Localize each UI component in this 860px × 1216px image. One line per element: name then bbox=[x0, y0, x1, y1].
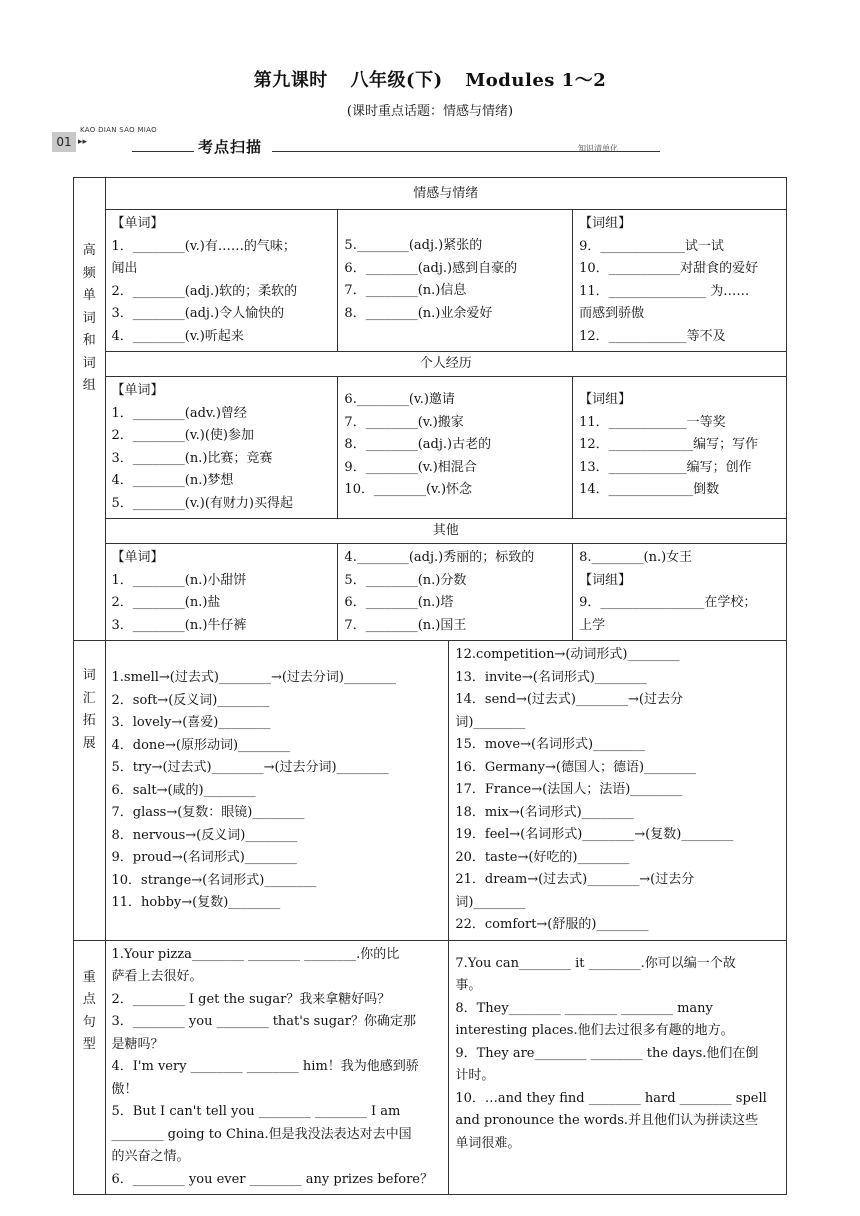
vocab-line: 【词组】 bbox=[579, 216, 632, 231]
expand-line: 6．salt→(咸的)________ bbox=[111, 782, 256, 798]
sentence-line: 1.Your pizza________ ________ ________.你的比 bbox=[111, 946, 400, 962]
vocab-line: 2．________(n.)盐 bbox=[111, 595, 221, 610]
banner-arrow-icon: ▸▸ bbox=[78, 137, 88, 147]
vocab-line: 8．________(adj.)古老的 bbox=[344, 437, 492, 452]
experience-words-col1 bbox=[105, 377, 338, 519]
vocab-line: 1．________(v.)有……的气味； bbox=[111, 238, 296, 254]
sentence-line: 4．I'm very ________ ________ him！我为他感到骄 bbox=[111, 1059, 419, 1074]
title-modules: Modules 1～2 bbox=[465, 70, 607, 91]
expand-line: 13．invite→(名词形式)________ bbox=[455, 669, 647, 685]
group-heading-others: 其他 bbox=[105, 519, 787, 544]
vocab-line: 10．___________对甜食的爱好 bbox=[579, 261, 759, 276]
expand-line: 21．dream→(过去式)________→(过去分 bbox=[455, 872, 695, 887]
expand-line: 17．France→(法国人；法语)________ bbox=[455, 782, 683, 797]
expand-line: 8．nervous→(反义词)________ bbox=[111, 827, 298, 843]
expand-line: 词)________ bbox=[455, 714, 526, 730]
others-words-col1 bbox=[105, 544, 338, 641]
expand-line: 22．comfort→(舒服的)________ bbox=[455, 917, 649, 932]
banner-pinyin: KAO DIAN SAO MIAO bbox=[80, 126, 157, 134]
expand-line: 10．strange→(名词形式)________ bbox=[111, 872, 317, 888]
vocab-line: 14．_____________倒数 bbox=[579, 482, 720, 497]
vocab-line: 11．____________一等奖 bbox=[579, 414, 726, 430]
vocab-line: 8.________(n.)女王 bbox=[579, 550, 693, 565]
emotions-words-col2 bbox=[338, 210, 573, 352]
vocab-line: 11．_______________ 为…… bbox=[579, 283, 750, 299]
vocab-line: 7．________(n.)信息 bbox=[344, 283, 467, 298]
expand-line: 15．move→(名词形式)________ bbox=[455, 737, 646, 752]
group-heading-experience: 个人经历 bbox=[105, 352, 787, 377]
expand-section-label: 词汇拓展 bbox=[74, 641, 106, 941]
sentence-line: 5．But I can't tell you ________ ________ I am bbox=[111, 1104, 401, 1119]
vocab-line: 闻出 bbox=[111, 261, 138, 276]
vocab-line: 3．________(n.)比赛；竞赛 bbox=[111, 450, 273, 466]
sentences-left-col bbox=[105, 940, 449, 1195]
sentences-right-col bbox=[449, 940, 787, 1195]
sentence-line: 3．________ you ________ that's sugar？你确定那 bbox=[111, 1014, 416, 1029]
emotions-phrases-col3 bbox=[573, 210, 787, 352]
sentence-line: interesting places.他们去过很多有趣的地方。 bbox=[455, 1023, 734, 1038]
section-banner bbox=[52, 126, 660, 158]
expand-line: 12.competition→(动词形式)________ bbox=[455, 647, 680, 662]
banner-number: 01 bbox=[52, 132, 76, 152]
knowledge-table bbox=[73, 177, 787, 1195]
expand-line: 20．taste→(好吃的)________ bbox=[455, 849, 630, 865]
vocab-line: 3．________(adj.)令人愉快的 bbox=[111, 306, 285, 321]
vocab-line: 7．________(n.)国王 bbox=[344, 617, 467, 633]
expand-line: 7．glass→(复数：眼镜)________ bbox=[111, 805, 305, 820]
expand-line: 3．lovely→(喜爱)________ bbox=[111, 715, 271, 730]
experience-phrases-col3 bbox=[573, 377, 787, 519]
vocab-line: 而感到骄傲 bbox=[579, 306, 645, 321]
others-words-col2 bbox=[338, 544, 573, 641]
sentence-line: 9．They are________ ________ the days.他们在倒 bbox=[455, 1045, 759, 1061]
vocab-line: 9．________________在学校； bbox=[579, 595, 757, 610]
vocab-line: 5．________(n.)分数 bbox=[344, 572, 467, 588]
group-heading-emotions: 情感与情绪 bbox=[105, 178, 787, 210]
vocab-line: 12．_____________编写；写作 bbox=[579, 437, 759, 452]
vocab-line: 7．________(v.)搬家 bbox=[344, 414, 464, 430]
sentence-line: 计时。 bbox=[455, 1068, 495, 1083]
banner-tagline: 知识清单化 bbox=[578, 144, 618, 153]
sentence-line: 2．________ I get the sugar？我来拿糖好吗？ bbox=[111, 991, 391, 1007]
vocab-line: 13．____________编写；创作 bbox=[579, 459, 752, 475]
vocab-line: 8．________(n.)业余爱好 bbox=[344, 305, 493, 321]
vocab-line: 9．________(v.)相混合 bbox=[344, 459, 477, 475]
vocab-line: 2．________(v.)(使)参加 bbox=[111, 428, 254, 443]
sentence-line: 的兴奋之情。 bbox=[111, 1149, 190, 1164]
sentence-line: ________ going to China.但是我没法表达对去中国 bbox=[111, 1126, 412, 1142]
vocab-line: 4.________(adj.)秀丽的；标致的 bbox=[344, 550, 535, 565]
vocab-line: 4．________(n.)梦想 bbox=[111, 473, 234, 488]
expand-line: 14．send→(过去式)________→(过去分 bbox=[455, 692, 683, 707]
expand-line: 4．done→(原形动词)________ bbox=[111, 737, 291, 753]
banner-divider bbox=[132, 151, 194, 152]
expand-line: 16．Germany→(德国人；德语)________ bbox=[455, 759, 697, 775]
sentence-line: and pronounce the words.并且他们认为拼读这些 bbox=[455, 1113, 759, 1128]
expand-line: 19．feel→(名词形式)________→(复数)________ bbox=[455, 827, 734, 842]
expand-line: 1.smell→(过去式)________→(过去分词)________ bbox=[111, 670, 396, 685]
vocab-line: 1．________(n.)小甜饼 bbox=[111, 572, 247, 588]
sentence-line: 8．They________ ________ ________ many bbox=[455, 1000, 713, 1016]
sentence-line: 事。 bbox=[455, 978, 482, 993]
vocab-line: 1．________(adv.)曾经 bbox=[111, 405, 247, 421]
expand-line: 11．hobby→(复数)________ bbox=[111, 895, 281, 910]
expand-left-col bbox=[105, 641, 449, 941]
sentence-line: 7.You can________ it ________.你可以编一个故 bbox=[455, 955, 736, 971]
vocab-section-label: 高频单词和词组 bbox=[74, 178, 106, 641]
banner-title: 考点扫描 bbox=[198, 138, 263, 156]
expand-line: 2．soft→(反义词)________ bbox=[111, 692, 270, 708]
experience-words-col2 bbox=[338, 377, 573, 519]
vocab-line: 2．________(adj.)软的；柔软的 bbox=[111, 283, 298, 299]
sentence-section-label: 重点句型 bbox=[74, 940, 106, 1195]
expand-right-col bbox=[449, 641, 787, 941]
page-title bbox=[0, 66, 860, 92]
vocab-line: 4．________(v.)听起来 bbox=[111, 328, 244, 344]
vocab-line: 【词组】 bbox=[579, 392, 632, 407]
expand-line: 5．try→(过去式)________→(过去分词)________ bbox=[111, 760, 389, 775]
vocab-line: 6．________(n.)塔 bbox=[344, 595, 454, 610]
vocab-line: 5.________(adj.)紧张的 bbox=[344, 238, 483, 253]
vocab-line: 10．________(v.)怀念 bbox=[344, 482, 473, 497]
sentence-line: 10．…and they find ________ hard ________ spell bbox=[455, 1090, 767, 1106]
sentence-line: 单词很难。 bbox=[455, 1135, 521, 1151]
vocab-line: 6.________(v.)邀请 bbox=[344, 392, 455, 407]
vocab-line: 【单词】 bbox=[111, 550, 164, 565]
others-col3 bbox=[573, 544, 787, 641]
expand-line: 词)________ bbox=[455, 894, 526, 910]
sentence-line: 是糖吗？ bbox=[111, 1036, 164, 1052]
title-grade: 八年级(下) bbox=[350, 70, 443, 91]
vocab-line: 【单词】 bbox=[111, 216, 164, 231]
sentence-line: 6．________ you ever ________ any prizes before？ bbox=[111, 1171, 433, 1187]
vocab-line: 12．____________等不及 bbox=[579, 328, 726, 344]
vocab-line: 6．________(adj.)感到自豪的 bbox=[344, 260, 518, 276]
vocab-line: 上学 bbox=[579, 617, 606, 633]
vocab-line: 5．________(v.)(有财力)买得起 bbox=[111, 495, 293, 511]
emotions-words-col1 bbox=[105, 210, 338, 352]
expand-line: 9．proud→(名词形式)________ bbox=[111, 850, 297, 865]
sentence-line: 萨看上去很好。 bbox=[111, 969, 203, 984]
vocab-line: 9．_____________试一试 bbox=[579, 238, 724, 254]
title-lesson: 第九课时 bbox=[253, 70, 328, 91]
vocab-line: 【词组】 bbox=[579, 572, 632, 588]
expand-line: 18．mix→(名词形式)________ bbox=[455, 804, 634, 820]
sentence-line: 傲！ bbox=[111, 1081, 138, 1097]
vocab-line: 【单词】 bbox=[111, 383, 164, 398]
vocab-line: 3．________(n.)牛仔裤 bbox=[111, 617, 247, 633]
page-subtitle: (课时重点话题：情感与情绪) bbox=[346, 104, 514, 119]
